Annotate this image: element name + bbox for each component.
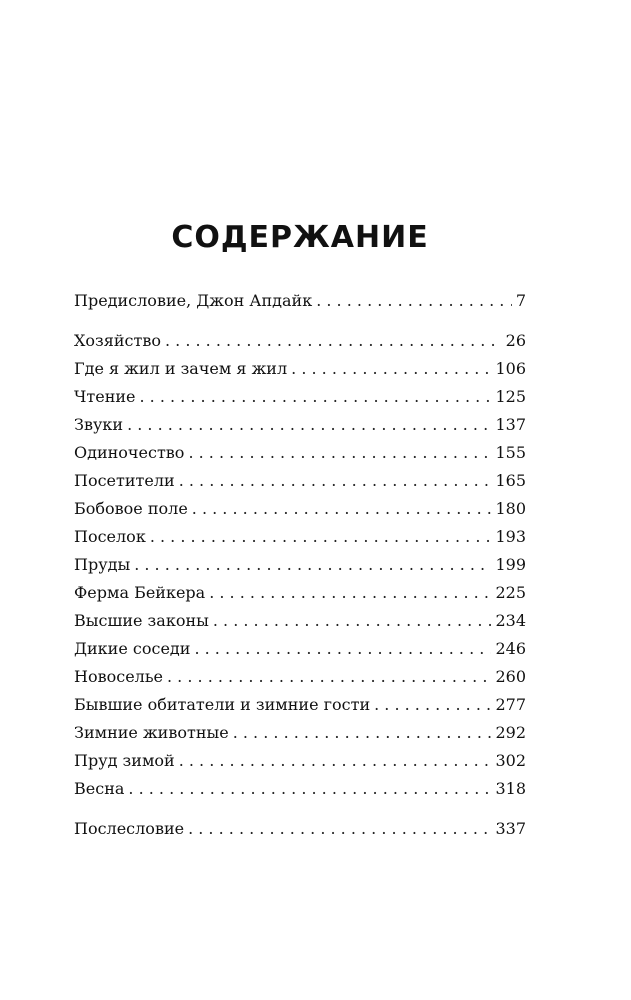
- toc-entry: [74, 523, 526, 551]
- toc-entry-leader: [209, 579, 491, 607]
- toc-entry: [74, 467, 526, 495]
- toc-entry-page: 234: [495, 611, 526, 630]
- toc-entry-title: Пруды: [74, 555, 131, 574]
- toc-entry-title: Пруд зимой: [74, 751, 175, 770]
- toc-entry-page: 106: [495, 359, 526, 378]
- toc-entry-title: Бывшие обитатели и зимние гости: [74, 695, 371, 714]
- toc-entry-leader: [128, 775, 491, 803]
- toc-entry-page: 318: [495, 779, 526, 798]
- toc-entry-title: Высшие законы: [74, 611, 209, 630]
- toc-entry: [74, 775, 526, 803]
- toc-entry-title: Поселок: [74, 527, 146, 546]
- toc-entry: [74, 439, 526, 467]
- toc-entry-title: Бобовое поле: [74, 499, 188, 518]
- toc-entry-leader: [213, 607, 492, 635]
- toc-entry-leader: [374, 691, 491, 719]
- toc-entry-page: 246: [495, 639, 526, 658]
- toc-entry-page: 7: [515, 291, 526, 310]
- toc-entry-page: 225: [495, 583, 526, 602]
- toc-entry-page: 137: [495, 415, 526, 434]
- toc-entry-page: 125: [495, 387, 526, 406]
- toc-entry-leader: [233, 719, 492, 747]
- toc-title: СОДЕРЖАНИЕ: [171, 220, 429, 255]
- toc-entry-page: 292: [495, 723, 526, 742]
- toc-entry-leader: [165, 327, 502, 355]
- toc-entry: [74, 815, 526, 843]
- toc-entry: [74, 383, 526, 411]
- toc-entry-leader: [127, 411, 491, 439]
- toc-entry: [74, 327, 526, 355]
- toc-entry-title: Хозяйство: [74, 331, 161, 350]
- toc-entry-leader: [179, 747, 492, 775]
- toc-entry-leader: [194, 635, 491, 663]
- toc-entry-title: Послесловие: [74, 819, 185, 838]
- toc-entry: [74, 411, 526, 439]
- toc-entry-leader: [179, 467, 492, 495]
- toc-entry: [74, 495, 526, 523]
- toc-entry-leader: [192, 495, 492, 523]
- toc-entry-title: Чтение: [74, 387, 136, 406]
- toc-entry: [74, 663, 526, 691]
- toc-entry: [74, 747, 526, 775]
- toc-entry-title: Зимние животные: [74, 723, 229, 742]
- toc-entry: [74, 579, 526, 607]
- toc-entry-page: 302: [495, 751, 526, 770]
- toc-entry-page: 277: [495, 695, 526, 714]
- toc-entry-leader: [150, 523, 492, 551]
- toc-entry: [74, 551, 526, 579]
- toc-entry: [74, 691, 526, 719]
- toc-list: [74, 287, 526, 843]
- toc-entry-page: 199: [495, 555, 526, 574]
- toc-entry-title: Одиночество: [74, 443, 185, 462]
- toc-entry-leader: [134, 551, 491, 579]
- toc-entry-leader: [139, 383, 491, 411]
- toc-entry-title: Предисловие, Джон Апдайк: [74, 291, 313, 310]
- toc-entry-page: 26: [505, 331, 526, 350]
- toc-entry-leader: [188, 439, 491, 467]
- toc-entry-title: Посетители: [74, 471, 175, 490]
- toc-entry-page: 260: [495, 667, 526, 686]
- toc-entry-title: Ферма Бейкера: [74, 583, 206, 602]
- toc-entry-leader: [167, 663, 491, 691]
- toc-entry-leader: [291, 355, 491, 383]
- toc-entry-title: Звуки: [74, 415, 124, 434]
- toc-entry-page: 337: [495, 819, 526, 838]
- toc-entry-page: 193: [495, 527, 526, 546]
- toc-entry-leader: [316, 287, 512, 315]
- toc-entry-page: 180: [495, 499, 526, 518]
- toc-entry-title: Где я жил и зачем я жил: [74, 359, 288, 378]
- toc-entry-title: Новоселье: [74, 667, 163, 686]
- toc-entry-leader: [188, 815, 491, 843]
- toc-entry-page: 165: [495, 471, 526, 490]
- toc-entry: [74, 635, 526, 663]
- toc-entry: [74, 607, 526, 635]
- toc-entry-page: 155: [495, 443, 526, 462]
- toc-entry-title: Весна: [74, 779, 125, 798]
- toc-entry: [74, 355, 526, 383]
- toc-entry: [74, 719, 526, 747]
- toc-entry: [74, 287, 526, 315]
- toc-entry-title: Дикие соседи: [74, 639, 191, 658]
